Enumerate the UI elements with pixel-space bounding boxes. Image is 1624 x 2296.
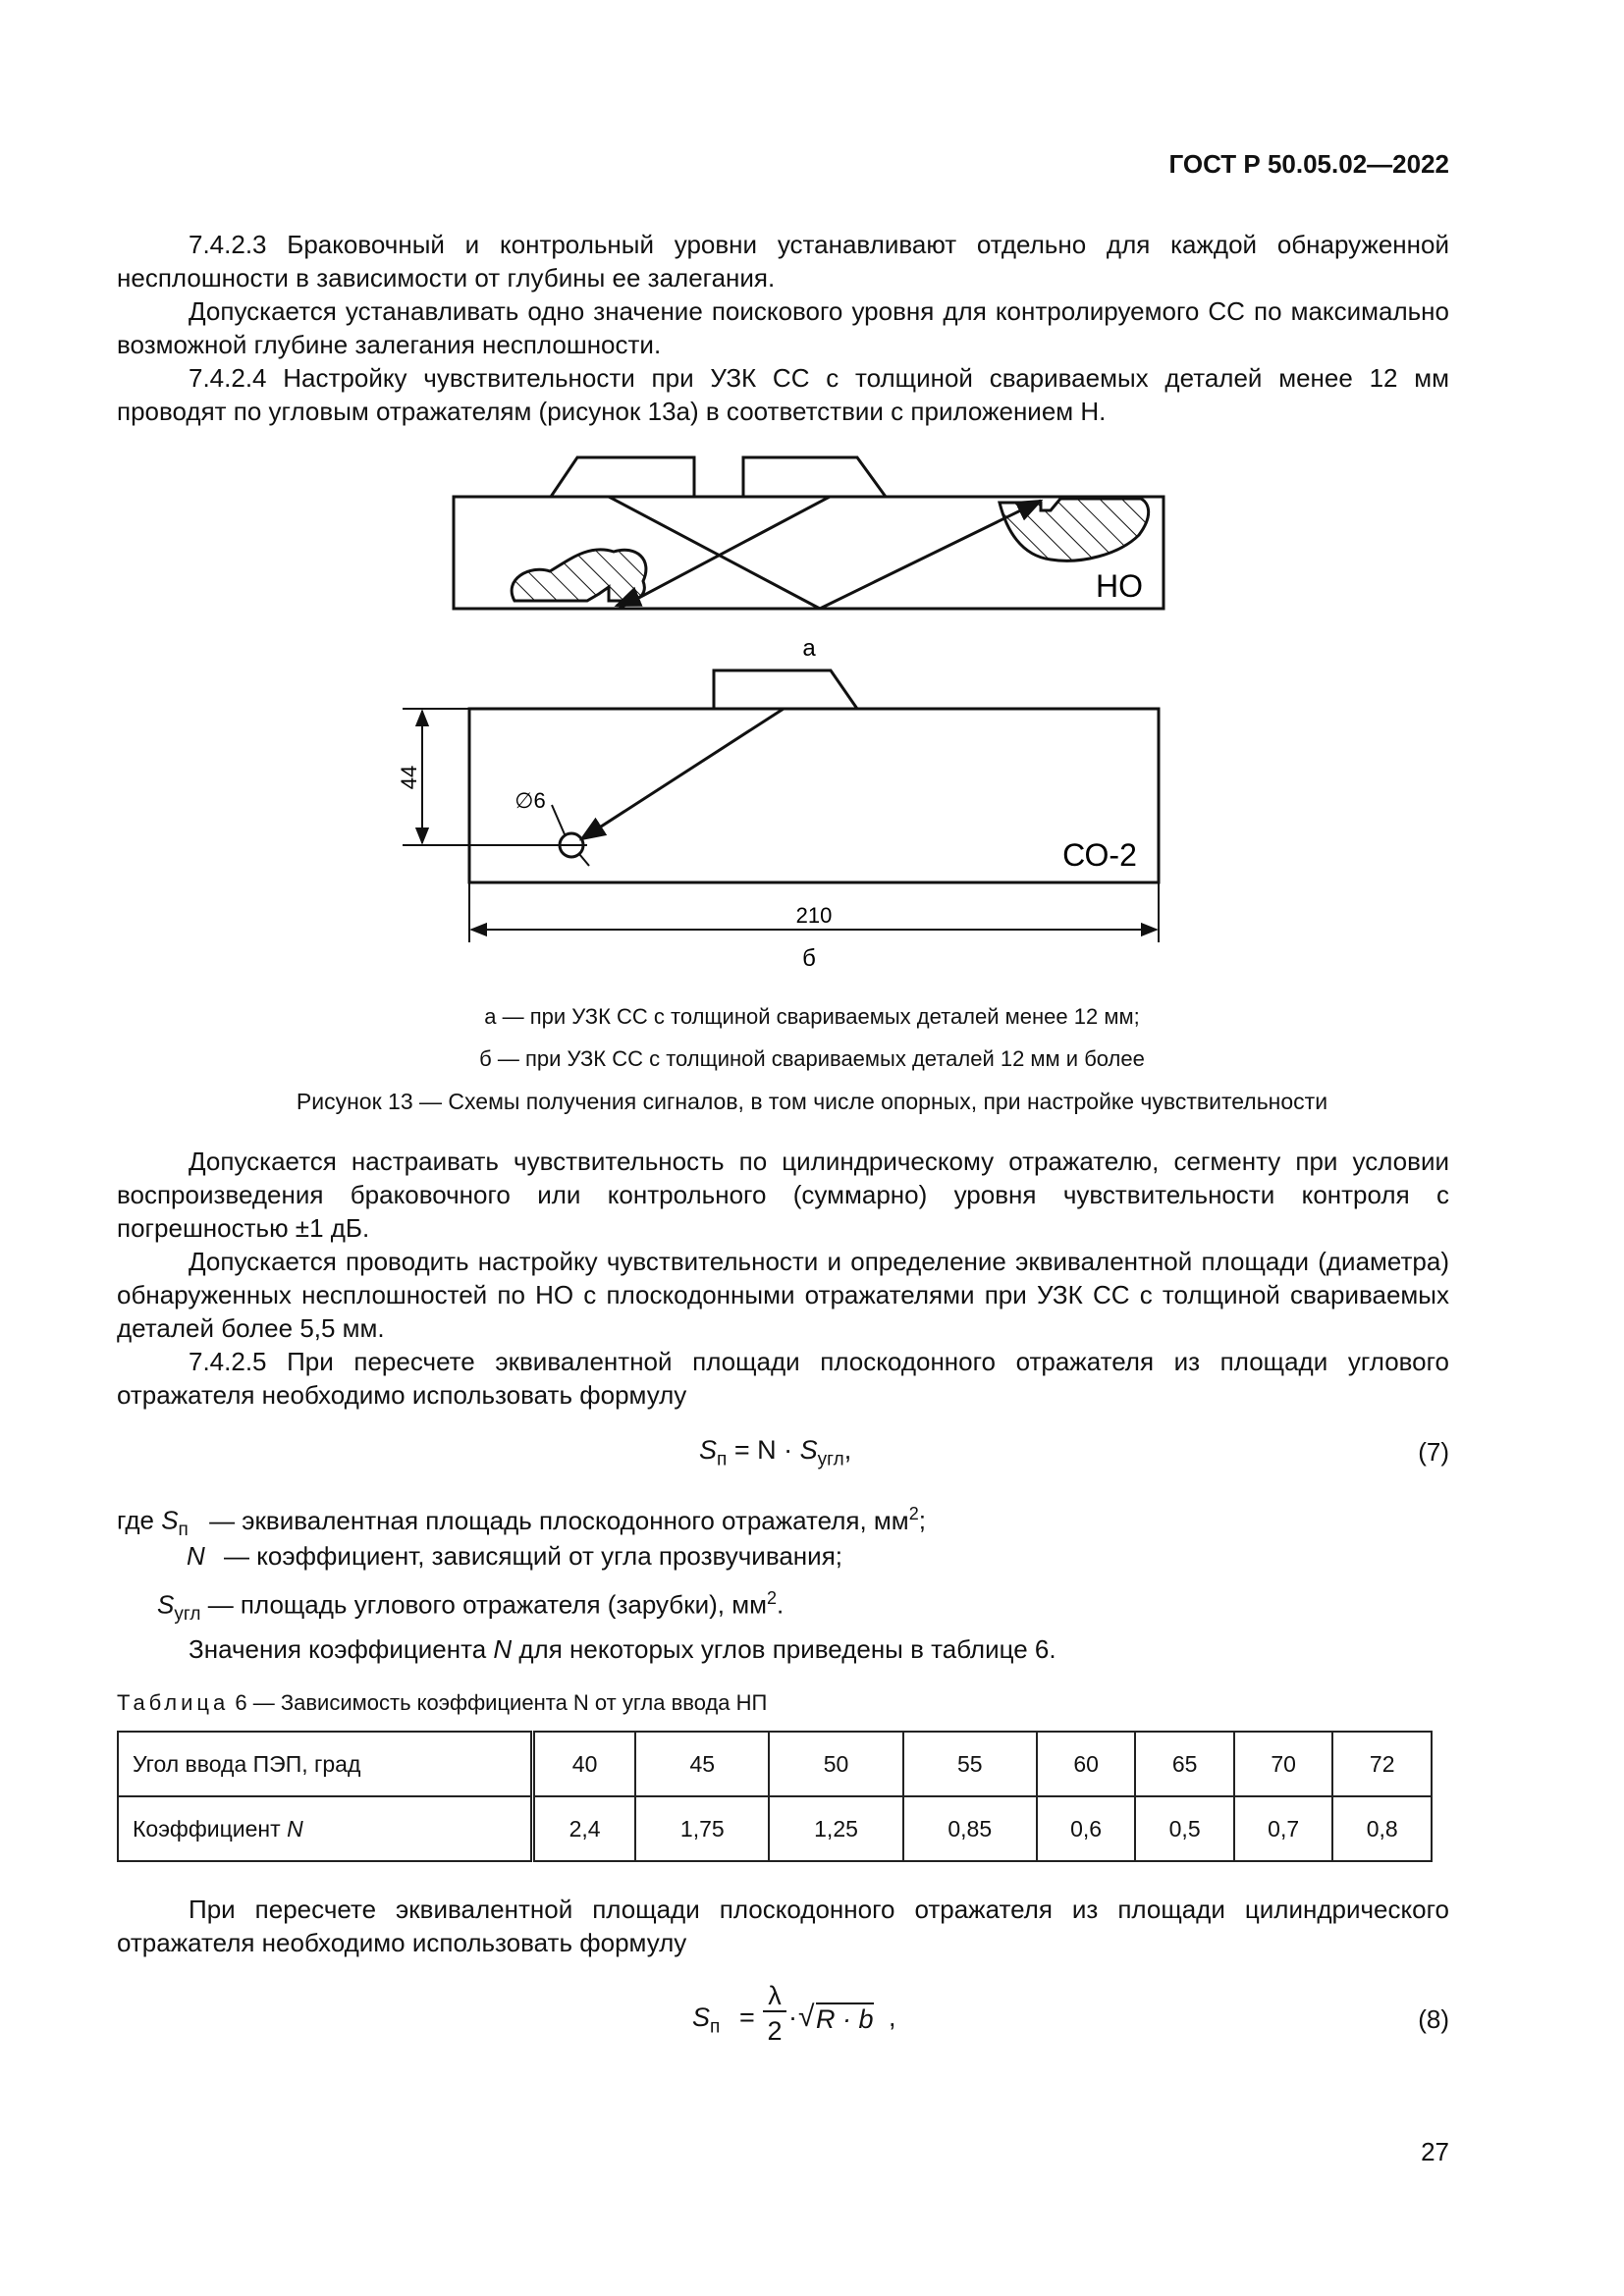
paragraph: 7.4.2.5 При пересчете эквивалентной площади плоскодонного отражателя из площади углового отражателя необходимо использовать формулу xyxy=(117,1347,1449,1410)
formula-part: , xyxy=(843,1435,852,1465)
table-reference-note xyxy=(189,1632,1056,1666)
paragraph: Допускается устанавливать одно значение поискового уровня для контролируемого СС по максимально возможной глубине залегания несплошности. xyxy=(117,296,1449,359)
table-caption xyxy=(117,1690,767,1716)
table-row-header: Угол ввода ПЭП, град xyxy=(118,1732,533,1796)
formula-7-number: (7) xyxy=(1418,1437,1449,1467)
paragraph: При пересчете эквивалентной площади плоскодонного отражателя из площади цилиндрического отражателя необходимо использовать формулу xyxy=(117,1895,1449,1957)
subfigure-b-label: б xyxy=(802,945,816,972)
row-label-symbol: N xyxy=(287,1815,303,1842)
label-co2: СО-2 xyxy=(1062,837,1137,873)
table-row xyxy=(118,1796,1432,1861)
figure-a-block xyxy=(454,457,1164,609)
subfigure-a-label: а xyxy=(802,635,816,662)
figure-13 xyxy=(0,0,1624,982)
formula-7 xyxy=(699,1435,851,1470)
where-word: где xyxy=(117,1505,154,1535)
page-number: 27 xyxy=(1421,2137,1449,2166)
table-cell: 70 xyxy=(1234,1732,1333,1796)
table-cell: 65 xyxy=(1135,1732,1234,1796)
where-end: ; xyxy=(918,1505,926,1535)
document-header: ГОСТ Р 50.05.02—2022 xyxy=(1168,149,1449,179)
table-cell: 1,25 xyxy=(769,1796,902,1861)
row-label-text: Коэффициент xyxy=(133,1815,288,1842)
where-superscript: 2 xyxy=(766,1588,777,1608)
table-cell: 1,75 xyxy=(635,1796,769,1861)
where-subscript: п xyxy=(178,1519,189,1540)
formula-subscript: угл xyxy=(817,1449,844,1470)
table-cell: 72 xyxy=(1332,1732,1432,1796)
note-text: Значения коэффициента xyxy=(189,1634,494,1664)
where-symbol: S xyxy=(157,1589,175,1620)
where-description: — площадь углового отражателя (зарубки), мм xyxy=(207,1589,767,1620)
table-cell: 40 xyxy=(533,1732,636,1796)
formula-numerator: λ xyxy=(763,1981,786,2012)
where-line-2 xyxy=(187,1539,842,1573)
figure-legend-a: а — при УЗК СС с толщиной свариваемых деталей менее 12 мм; xyxy=(484,1004,1140,1029)
table-row-header xyxy=(118,1796,533,1861)
table-row xyxy=(118,1732,1432,1796)
where-superscript: 2 xyxy=(908,1504,919,1523)
paragraph: Допускается проводить настройку чувствительности и определение эквивалентной площади (диаметра) обнаруженных несплошностей по НО с плоскодонными отражателями при УЗК СС с толщиной свариваемых деталей более 5,5 мм. xyxy=(117,1247,1449,1343)
formula-denominator: 2 xyxy=(767,2016,783,2046)
table-cell: 0,7 xyxy=(1234,1796,1333,1861)
table-cell: 45 xyxy=(635,1732,769,1796)
paragraph: 7.4.2.3 Браковочный и контрольный уровни устанавливают отдельно для каждой обнаруженной несплошности в зависимости от глубины ее залегания. xyxy=(117,230,1449,293)
formula-equals: = xyxy=(739,2002,755,2032)
figure-legend-b: б — при УЗК СС с толщиной свариваемых деталей 12 мм и более xyxy=(479,1046,1145,1071)
formula-part: , xyxy=(889,2002,896,2032)
middle-text-block xyxy=(117,1145,1449,1412)
table-cell: 0,5 xyxy=(1135,1796,1234,1861)
where-line-3 xyxy=(157,1581,784,1631)
formula-subscript: п xyxy=(717,1449,728,1470)
where-symbol: N xyxy=(187,1541,205,1571)
table-caption-word: Таблица xyxy=(117,1690,230,1715)
note-symbol: N xyxy=(493,1634,513,1664)
where-description: — эквивалентная площадь плоскодонного отражателя, мм xyxy=(209,1505,909,1535)
where-end: . xyxy=(776,1589,785,1620)
table-cell: 2,4 xyxy=(533,1796,636,1861)
sqrt-icon: √ xyxy=(798,2001,815,2033)
table-cell: 60 xyxy=(1037,1732,1136,1796)
formula-symbol: S xyxy=(699,1435,718,1465)
table-6 xyxy=(117,1731,1433,1862)
formula-symbol: S xyxy=(692,2002,711,2032)
label-no: НО xyxy=(1096,568,1143,604)
formula-8-number: (8) xyxy=(1418,2004,1449,2034)
table-cell: 0,6 xyxy=(1037,1796,1136,1861)
note-text: для некоторых углов приведены в таблице 6. xyxy=(512,1634,1056,1664)
figure-caption: Рисунок 13 — Схемы получения сигналов, в том числе опорных, при настройке чувствительности xyxy=(296,1089,1328,1114)
table-cell: 0,8 xyxy=(1332,1796,1432,1861)
paragraph: 7.4.2.4 Настройку чувствительности при УЗК СС с толщиной свариваемых деталей менее 12 мм проводят по угловым отражателям (рисунок 13а) в соответствии с приложением Н. xyxy=(117,363,1449,426)
table-caption-text: 6 — Зависимость коэффициента N от угла ввода НП xyxy=(229,1690,768,1715)
where-symbol: S xyxy=(161,1505,179,1535)
table-cell: 0,85 xyxy=(903,1796,1037,1861)
where-subscript: угл xyxy=(174,1603,201,1625)
formula-subscript: п xyxy=(710,2016,721,2038)
table-cell: 50 xyxy=(769,1732,902,1796)
formula-symbol: S xyxy=(799,1435,818,1465)
dimension-d6: ∅6 xyxy=(514,788,546,813)
formula-radicand: R · b xyxy=(816,2004,874,2034)
formula-part: = N · xyxy=(727,1435,800,1465)
formula-dot: · xyxy=(788,2002,797,2032)
dimension-44: 44 xyxy=(397,765,421,790)
bottom-text-block xyxy=(117,1893,1449,1959)
where-description: — коэффициент, зависящий от угла прозвучивания; xyxy=(224,1541,842,1571)
table-cell: 55 xyxy=(903,1732,1037,1796)
dimension-210: 210 xyxy=(795,903,833,928)
paragraph: Допускается настраивать чувствительность по цилиндрическому отражателю, сегменту при условии воспроизведения браковочного или контрольного (суммарно) уровня чувствительности контроля с погрешностью ±1 дБ. xyxy=(117,1147,1449,1243)
